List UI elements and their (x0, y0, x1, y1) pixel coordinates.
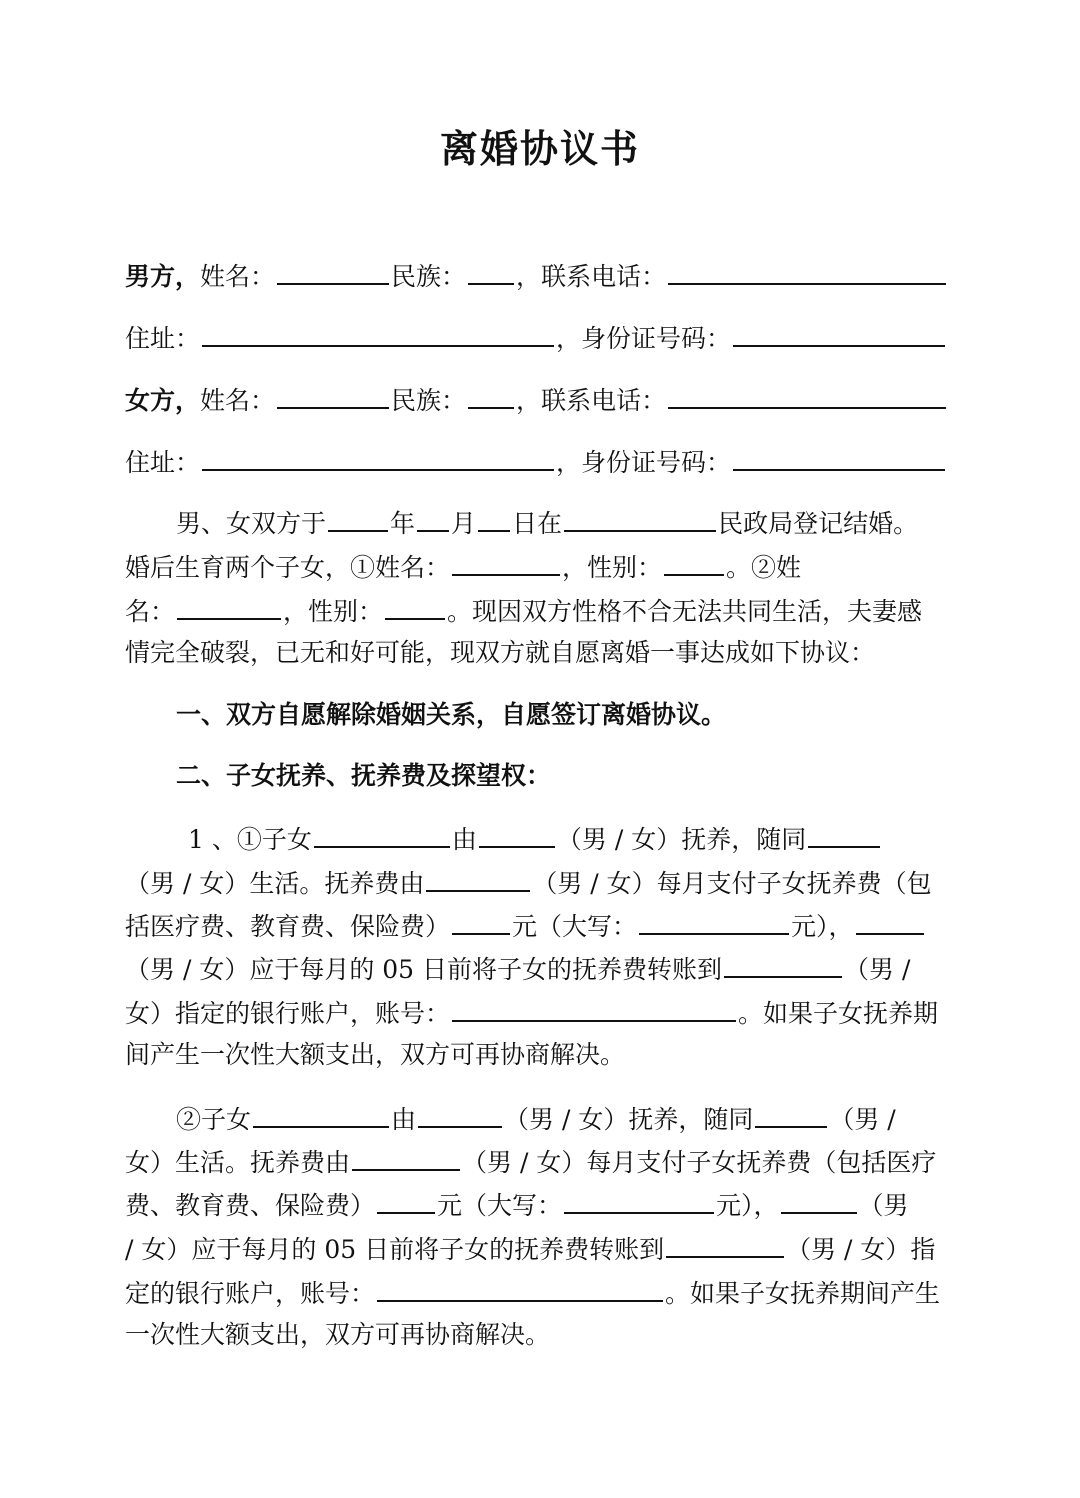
civil-affairs-bureau-field[interactable] (564, 504, 716, 532)
child1-text: （男 / 女）抚养，随同 (556, 825, 807, 854)
child2-text: 元）， (716, 1191, 779, 1220)
child1-text: 由 (451, 825, 477, 854)
male-comma: ， (516, 262, 542, 291)
child1-text: 元（大写： (512, 912, 638, 941)
child1-custody-name-field[interactable] (314, 820, 450, 848)
intro-text: 男、女双方于 (176, 509, 327, 538)
female-address-field[interactable] (202, 443, 554, 471)
intro-text: 民政局登记结婚。 (718, 509, 919, 538)
intro-line-4 (125, 636, 875, 670)
female-phone-field[interactable] (668, 381, 946, 409)
child1-custodian-field[interactable] (479, 820, 555, 848)
child1-payer-field[interactable] (426, 864, 530, 892)
child2-line-3 (125, 1186, 909, 1223)
male-ethnicity-field[interactable] (468, 257, 514, 285)
child1-text: 括医疗费、教育费、保险费） (125, 912, 451, 941)
child1-recipient-field[interactable] (724, 950, 842, 978)
child1-line-2 (125, 864, 932, 901)
intro-line-1 (176, 504, 918, 541)
marriage-day-field[interactable] (478, 504, 510, 532)
child2-line-6 (125, 1318, 550, 1352)
female-phone-label: 联系电话： (541, 386, 667, 415)
child2-line-1 (176, 1100, 896, 1137)
child1-line-6 (125, 1038, 625, 1072)
child2-text: （男 / 女）指 (786, 1235, 936, 1264)
male-info-line (125, 257, 948, 294)
child1-line-4 (125, 950, 910, 987)
child2-payer-field[interactable] (352, 1143, 460, 1171)
male-id-label: ，身份证号码： (556, 324, 732, 353)
child2-text: 元（大写： (437, 1191, 563, 1220)
child1-text: （男 / 女）生活。抚养费由 (125, 869, 425, 898)
male-ethnicity-label: 民族： (391, 262, 467, 291)
child2-text: （男 / (829, 1105, 896, 1134)
male-address-label: 住址： (125, 324, 201, 353)
child1-account-field[interactable] (452, 994, 736, 1022)
child2-custody-name-field[interactable] (253, 1100, 389, 1128)
female-info-line (125, 381, 948, 418)
child2-text: （男 / 女）每月支付子女抚养费（包括医疗 (462, 1148, 937, 1177)
child2-gender-field[interactable] (385, 592, 445, 620)
child2-text: ②子女 (176, 1105, 252, 1134)
child2-live-with-field[interactable] (755, 1100, 827, 1128)
intro-text: 情完全破裂，已无和好可能，现双方就自愿离婚一事达成如下协议： (125, 638, 876, 667)
female-address-label: 住址： (125, 448, 201, 477)
marriage-month-field[interactable] (417, 504, 449, 532)
intro-text: 。②姓 (726, 553, 802, 582)
child2-text: （男 / 女）抚养，随同 (504, 1105, 754, 1134)
child2-text: 定的银行账户，账号： (125, 1279, 376, 1308)
child2-account-field[interactable] (377, 1274, 663, 1302)
child1-text: 1 、①子女 (188, 825, 312, 854)
child1-name-field[interactable] (452, 548, 560, 576)
intro-text: ，性别： (283, 597, 384, 626)
female-ethnicity-field[interactable] (468, 381, 514, 409)
child1-text: 。如果子女抚养期 (738, 999, 939, 1028)
child1-amount-field[interactable] (452, 907, 510, 935)
female-ethnicity-label: 民族： (391, 386, 467, 415)
section-2-heading: 二、子女抚养、抚养费及探望权： (176, 761, 552, 790)
child1-text: 间产生一次性大额支出，双方可再协商解决。 (125, 1040, 626, 1069)
intro-line-2 (125, 548, 801, 585)
document-title: 离婚协议书 (439, 127, 640, 171)
intro-text: 。现因双方性格不合无法共同生活，夫妻感 (447, 597, 923, 626)
child2-recipient-field[interactable] (666, 1230, 784, 1258)
female-name-field[interactable] (277, 381, 389, 409)
child2-custodian-field[interactable] (418, 1100, 502, 1128)
child2-text: 一次性大额支出，双方可再协商解决。 (125, 1320, 551, 1349)
child1-text: （男 / 女）应于每月的 05 日前将子女的抚养费转账到 (125, 955, 723, 984)
male-phone-field[interactable] (668, 257, 946, 285)
child2-amount-words-field[interactable] (564, 1186, 714, 1214)
intro-line-3 (125, 592, 922, 629)
intro-text: 婚后生育两个子女，①姓名： (125, 553, 451, 582)
child1-transfer-party-field[interactable] (856, 907, 924, 935)
child1-text: （男 / 女）每月支付子女抚养费（包 (532, 869, 932, 898)
child1-text: 女）指定的银行账户，账号： (125, 999, 451, 1028)
female-id-field[interactable] (733, 443, 945, 471)
child2-line-2 (125, 1143, 936, 1180)
child2-name-field[interactable] (177, 592, 281, 620)
child2-text: 由 (391, 1105, 417, 1134)
child2-amount-field[interactable] (377, 1186, 435, 1214)
child2-text: 。如果子女抚养期间产生 (665, 1279, 941, 1308)
child1-line-3 (125, 907, 926, 944)
child2-transfer-party-field[interactable] (781, 1186, 857, 1214)
child1-line-1 (188, 820, 882, 857)
child1-text: （男 / (844, 955, 911, 984)
child2-text: （男 (858, 1191, 909, 1220)
female-comma: ， (516, 386, 542, 415)
child2-line-5 (125, 1274, 940, 1311)
child2-text: / 女）应于每月的 05 日前将子女的抚养费转账到 (125, 1235, 665, 1264)
child2-text: 女）生活。抚养费由 (125, 1148, 351, 1177)
male-id-field[interactable] (733, 319, 945, 347)
female-name-label: 姓名： (200, 386, 276, 415)
section-1-heading: 一、双方自愿解除婚姻关系，自愿签订离婚协议。 (176, 700, 727, 729)
child2-text: 费、教育费、保险费） (125, 1191, 376, 1220)
intro-text: ，性别： (562, 553, 663, 582)
child1-text: 元）， (791, 912, 854, 941)
male-address-line (125, 319, 947, 356)
intro-text: 年 (390, 509, 416, 538)
female-id-label: ，身份证号码： (556, 448, 732, 477)
female-label: 女方， (125, 386, 201, 415)
child1-line-5 (125, 994, 938, 1031)
intro-text: 月 (451, 509, 477, 538)
male-address-field[interactable] (202, 319, 554, 347)
child1-gender-field[interactable] (664, 548, 724, 576)
male-phone-label: 联系电话： (541, 262, 667, 291)
child1-amount-words-field[interactable] (639, 907, 789, 935)
male-label: 男方， (125, 262, 201, 291)
child2-line-4 (125, 1230, 935, 1267)
marriage-year-field[interactable] (328, 504, 388, 532)
child1-live-with-field[interactable] (808, 820, 880, 848)
male-name-field[interactable] (277, 257, 389, 285)
intro-text: 名： (125, 597, 176, 626)
female-address-line (125, 443, 947, 480)
intro-text: 日在 (512, 509, 563, 538)
male-name-label: 姓名： (200, 262, 276, 291)
